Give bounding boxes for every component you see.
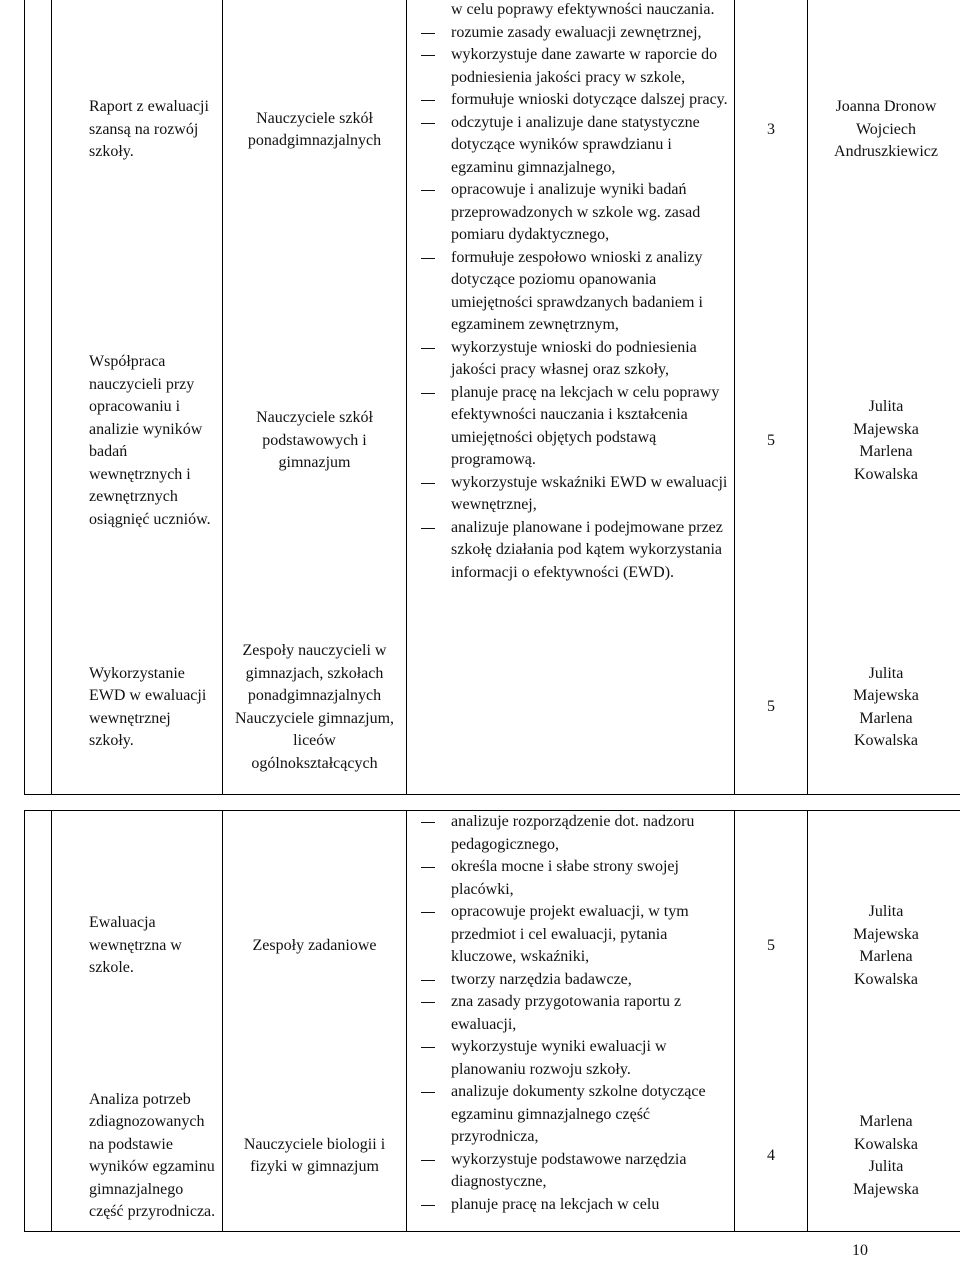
dash-bullet-icon — [421, 1205, 435, 1206]
hours-cell: 5 — [767, 936, 775, 954]
hours-cell: 4 — [767, 1146, 775, 1164]
page-number: 10 — [852, 1242, 868, 1259]
outcome-item — [407, 472, 734, 517]
dash-bullet-icon — [421, 123, 435, 124]
outcomes-column — [407, 0, 735, 795]
outcome-text: formułuje zespołowo wnioski z analizy dotyczące poziomu opanowania umiejętności sprawdzanych badaniem i egzaminem zewnętrznym, — [451, 248, 703, 333]
hours-column — [735, 811, 808, 1232]
outcome-text: wykorzystuje podstawowe narzędzia diagnostyczne, — [451, 1150, 687, 1190]
outcome-item — [407, 856, 734, 901]
topic-column — [52, 811, 223, 1232]
audience-column — [223, 811, 407, 1232]
leaders-cell: Julita Majewska Marlena Kowalska — [853, 398, 919, 483]
audience-cell: Nauczyciele szkół ponadgimnazjalnych — [247, 109, 382, 149]
topic-cell: Raport z ewaluacji szansą na rozwój szkoły. — [89, 98, 209, 161]
outcome-item — [407, 517, 734, 585]
outcome-item — [407, 991, 734, 1036]
outcome-group — [407, 112, 734, 472]
outcome-text: planuje pracę na lekcjach w celu — [451, 1195, 660, 1213]
outcome-text: analizuje dokumenty szkolne dotyczące egzaminu gimnazjalnego część przyrodnicza, — [451, 1083, 706, 1145]
topic-cell: Współpraca nauczycieli przy opracowaniu i analizie wyników badań wewnętrznych i zewnętrznych osiągnięć uczniów. — [89, 353, 211, 528]
leaders-column — [808, 0, 960, 795]
outcome-text: formułuje wnioski dotyczące dalszej pracy. — [451, 91, 728, 108]
outcome-continuation: w celu poprawy efektywności nauczania. — [451, 1, 715, 18]
outcome-item — [407, 89, 734, 112]
index-cell — [25, 0, 52, 795]
dash-bullet-icon — [421, 100, 435, 101]
outcome-text: określa mocne i słabe strony swojej placówki, — [451, 858, 679, 898]
dash-bullet-icon — [421, 33, 435, 34]
dash-bullet-icon — [421, 55, 435, 56]
outcome-text: zna zasady przygotowania raportu z ewaluacji, — [451, 993, 682, 1033]
dash-bullet-icon — [421, 980, 435, 981]
dash-bullet-icon — [421, 912, 435, 913]
outcome-text: tworzy narzędzia badawcze, — [451, 970, 632, 988]
outcome-item — [407, 112, 734, 180]
training-table-part-2 — [24, 810, 960, 1232]
dash-bullet-icon — [421, 258, 435, 259]
outcome-item — [407, 1149, 734, 1194]
hours-cell: 5 — [767, 698, 775, 716]
outcome-text: wykorzystuje dane zawarte w raporcie do podniesienia jakości pracy w szkole, — [451, 46, 718, 86]
outcome-item — [407, 382, 734, 472]
hours-cell: 3 — [767, 120, 775, 138]
index-cell — [25, 811, 52, 1232]
outcome-item — [407, 969, 734, 992]
outcome-item — [407, 901, 734, 969]
dash-bullet-icon — [421, 822, 435, 823]
dash-bullet-icon — [421, 867, 435, 868]
topic-column — [52, 0, 223, 795]
outcomes-column — [407, 811, 735, 1232]
dash-bullet-icon — [421, 483, 435, 484]
outcome-text: wykorzystuje wnioski do podniesienia jakości pracy własnej oraz szkoły, — [451, 338, 697, 378]
dash-bullet-icon — [421, 190, 435, 191]
topic-cell: Analiza potrzeb zdiagnozowanych na podstawie wyników egzaminu gimnazjalnego część przyrodnicza. — [89, 1090, 216, 1220]
audience-cell: Nauczyciele szkół podstawowych i gimnazjum — [256, 409, 373, 472]
leaders-cell: Joanna Dronow Wojciech Andruszkiewicz — [834, 98, 938, 161]
dash-bullet-icon — [421, 348, 435, 349]
audience-cell: Zespoły zadaniowe — [252, 936, 377, 954]
outcome-group — [407, 22, 734, 112]
topic-cell: Wykorzystanie EWD w ewaluacji wewnętrznej szkoły. — [89, 664, 207, 749]
outcome-text: wykorzystuje wyniki ewaluacji w planowaniu rozwoju szkoły. — [451, 1038, 667, 1078]
leaders-cell: Julita Majewska Marlena Kowalska — [853, 903, 919, 988]
outcome-text: odczytuje i analizuje dane statystyczne dotyczące wyników sprawdzianu i egzaminu gimnazjalnego, — [451, 113, 700, 176]
outcome-item — [407, 1036, 734, 1081]
audience-column — [223, 0, 407, 795]
outcome-text: opracowuje i analizuje wyniki badań przeprowadzonych w szkole wg. zasad pomiaru dydaktycznego, — [451, 181, 701, 243]
leaders-column — [808, 811, 960, 1232]
outcome-group — [407, 472, 734, 585]
outcome-text: opracowuje projekt ewaluacji, w tym przedmiot i cel ewaluacji, pytania kluczowe, wskaźniki, — [451, 903, 689, 965]
dash-bullet-icon — [421, 528, 435, 529]
outcome-item — [407, 811, 734, 856]
topic-cell: Ewaluacja wewnętrzna w szkole. — [89, 914, 182, 977]
dash-bullet-icon — [421, 393, 435, 394]
outcome-text: analizuje planowane i podejmowane przez szkołę działania pod kątem wykorzystania informacji o efektywności (EWD). — [451, 518, 723, 581]
dash-bullet-icon — [421, 1092, 435, 1093]
hours-column — [735, 0, 808, 795]
hours-cell: 5 — [767, 431, 775, 449]
audience-cell: Nauczyciele biologii i fizyki w gimnazjum — [243, 1135, 386, 1175]
dash-bullet-icon — [421, 1160, 435, 1161]
outcome-item — [407, 1081, 734, 1149]
outcome-item — [407, 337, 734, 382]
outcome-item — [407, 179, 734, 247]
dash-bullet-icon — [421, 1047, 435, 1048]
outcome-group — [407, 1081, 734, 1216]
outcome-item — [407, 44, 734, 89]
audience-cell: Zespoły nauczycieli w gimnazjach, szkołach ponadgimnazjalnych Nauczyciele gimnazjum, liceów ogólnokształcących — [234, 642, 395, 772]
outcome-item — [407, 1194, 734, 1217]
leaders-cell: Marlena Kowalska Julita Majewska — [853, 1113, 919, 1198]
outcome-group — [407, 811, 734, 1081]
outcome-item — [407, 247, 734, 337]
outcome-text: rozumie zasady ewaluacji zewnętrznej, — [451, 23, 702, 41]
dash-bullet-icon — [421, 1002, 435, 1003]
training-table-part-1 — [24, 0, 960, 795]
outcome-text: wykorzystuje wskaźniki EWD w ewaluacji wewnętrznej, — [451, 473, 728, 513]
outcome-item — [407, 22, 734, 45]
leaders-cell: Julita Majewska Marlena Kowalska — [853, 664, 919, 749]
outcome-text: planuje pracę na lekcjach w celu poprawy efektywności nauczania i kształcenia umiejętności objętych podstawą programową. — [451, 383, 720, 468]
outcome-text: analizuje rozporządzenie dot. nadzoru pedagogicznego, — [451, 813, 695, 853]
